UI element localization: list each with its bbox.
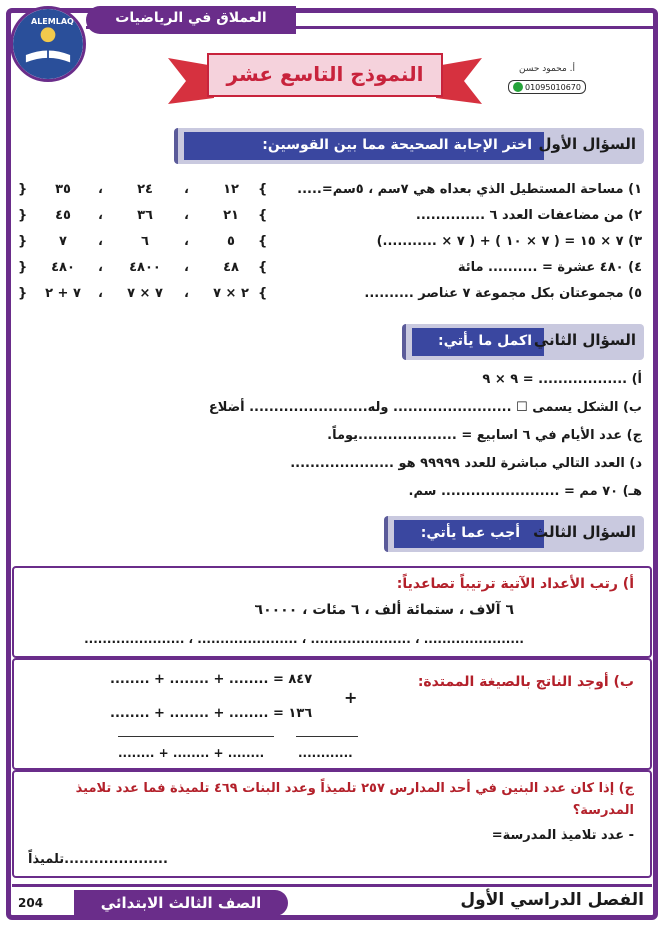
q3-part-b-result-sum: ........ + ........ + ........ [118, 746, 265, 760]
grade-banner [74, 890, 288, 916]
q1-item-text: ٥) مجموعتان بكل مجموعة ٧ عناصر .......... [364, 286, 642, 301]
q1-option[interactable]: ٣٥ [55, 182, 71, 197]
q2-item-c: ج) عدد الأيام في ٦ اسابيع = ....................يوماً. [327, 428, 642, 443]
author-name: أ. محمود حسن [518, 64, 576, 74]
series-title: العملاق في الرياضيات [115, 10, 267, 26]
q3-part-c-answer-end: .....................تلميذاً [28, 852, 168, 867]
q1-brace-close: { [18, 286, 28, 301]
q1-option[interactable]: ٧ + ٢ [45, 286, 81, 301]
whatsapp-icon [513, 82, 523, 92]
q3-banner [384, 516, 644, 552]
grade-label: الصف الثالث الابتدائي [100, 894, 262, 912]
q2-item-a: أ) .................. = ٩ × ٩ [482, 372, 642, 387]
q1-brace-close: { [18, 208, 28, 223]
q1-item-text: ١) مساحة المستطيل الذي بعداه هي ٧سم ، ٥سم=..... [297, 182, 642, 197]
q1-separator: ، [184, 182, 189, 197]
q1-option[interactable]: ٥ [227, 234, 235, 249]
q1-separator: ، [184, 260, 189, 275]
q3-part-b-row1: ٨٤٧ = ........ + ........ + ........ [110, 672, 313, 687]
author-block [508, 64, 586, 94]
q1-separator: ، [98, 208, 103, 223]
q1-separator: ، [98, 260, 103, 275]
q1-separator: ، [98, 182, 103, 197]
q1-brace-open: } [258, 208, 268, 223]
q1-separator: ، [98, 286, 103, 301]
q1-brace-open: } [258, 260, 268, 275]
q1-option[interactable]: ٦ [141, 234, 149, 249]
q1-option[interactable]: ٤٥ [55, 208, 71, 223]
q1-option[interactable]: ٤٨ [223, 260, 239, 275]
q3-part-b-sum-rule [296, 736, 358, 737]
q2-item-d: د) العدد التالي مباشرة للعدد ٩٩٩٩٩ هو ..................... [290, 456, 642, 471]
footer-rule [12, 884, 652, 887]
q2-instruction: اكمل ما يأتي: [437, 333, 532, 349]
semester-label: الفصل الدراسي الأول [460, 890, 644, 910]
q3-part-a-title: أ) رتب الأعداد الآتية ترتيباً تصاعدياً: [396, 576, 634, 592]
q2-item-e: هـ) ٧٠ مم = ........................ سم. [408, 484, 642, 499]
q2-item-b: ب) الشكل يسمى ☐ ........................ وله........................ أضلاع [208, 400, 642, 415]
q1-option[interactable]: ٢١ [223, 208, 239, 223]
q3-part-a-blanks: ...................... ، ...................... ، ...................... ، ...................... [84, 632, 524, 646]
q1-separator: ، [98, 234, 103, 249]
q3-part-c-answer-label: - عدد تلاميذ المدرسة= [491, 828, 634, 843]
q3-instruction: أجب عما يأتي: [420, 525, 520, 541]
q1-brace-close: { [18, 182, 28, 197]
q3-part-a-numbers: ٦ آلاف ، ستمائة ألف ، ٦ مئات ، ٦٠٠٠٠ [254, 602, 514, 618]
series-banner [86, 6, 296, 34]
q3-part-b-result: ............ [298, 746, 353, 760]
q1-item-text: ٣) ٧ × ١٥ = ( ٧ × ١٠ ) + ( ٧ × ...........) [376, 234, 642, 249]
q1-option[interactable]: ٣٦ [137, 208, 153, 223]
q3-part-b-sum-rule-2 [118, 736, 274, 737]
q1-brace-close: { [18, 260, 28, 275]
q1-item-text: ٢) من مضاعفات العدد ٦ .............. [415, 208, 642, 223]
worksheet-title: النموذج التاسع عشر [226, 62, 424, 86]
q1-banner [174, 128, 644, 164]
q1-separator: ، [184, 234, 189, 249]
q1-label: السؤال الأول [538, 135, 636, 153]
page-number: 204 [18, 896, 44, 910]
q1-option[interactable]: ١٢ [223, 182, 239, 197]
q3-part-b-plus: + [344, 688, 358, 707]
author-phone: 01095010670 [508, 80, 586, 94]
q1-option[interactable]: ٧ × ٧ [127, 286, 163, 301]
alemlaq-logo [10, 6, 86, 82]
q1-item-text: ٤) ٤٨٠ عشرة = .......... مائة [457, 260, 642, 275]
q3-part-b-row2: ١٣٦ = ........ + ........ + ........ [110, 706, 313, 721]
q2-banner [402, 324, 644, 360]
q1-option[interactable]: ٧ [59, 234, 67, 249]
q1-instruction: اختر الإجابة الصحيحة مما بين القوسين: [262, 137, 532, 153]
q1-brace-close: { [18, 234, 28, 249]
q1-option[interactable]: ٤٨٠٠ [129, 260, 161, 275]
q3-part-c-title: ج) إذا كان عدد البنين في أحد المدارس ٢٥٧ تلميذاً وعدد البنات ٤٦٩ تلميذة فما عدد تلاميذ المدرسة؟ [75, 781, 634, 818]
title-ribbon [168, 52, 482, 104]
q1-brace-open: } [258, 286, 268, 301]
q3-part-b-title: ب) أوجد الناتج بالصيغة الممتدة: [417, 674, 634, 690]
q1-brace-open: } [258, 234, 268, 249]
q1-brace-open: } [258, 182, 268, 197]
logo-text: ALEMLAQ [31, 17, 74, 26]
q1-option[interactable]: ٤٨٠ [51, 260, 75, 275]
q3-label: السؤال الثالث [533, 523, 636, 541]
q1-separator: ، [184, 286, 189, 301]
q1-separator: ، [184, 208, 189, 223]
q1-option[interactable]: ٢ × ٧ [213, 286, 249, 301]
q1-option[interactable]: ٢٤ [137, 182, 153, 197]
q2-label: السؤال الثاني [533, 331, 636, 349]
